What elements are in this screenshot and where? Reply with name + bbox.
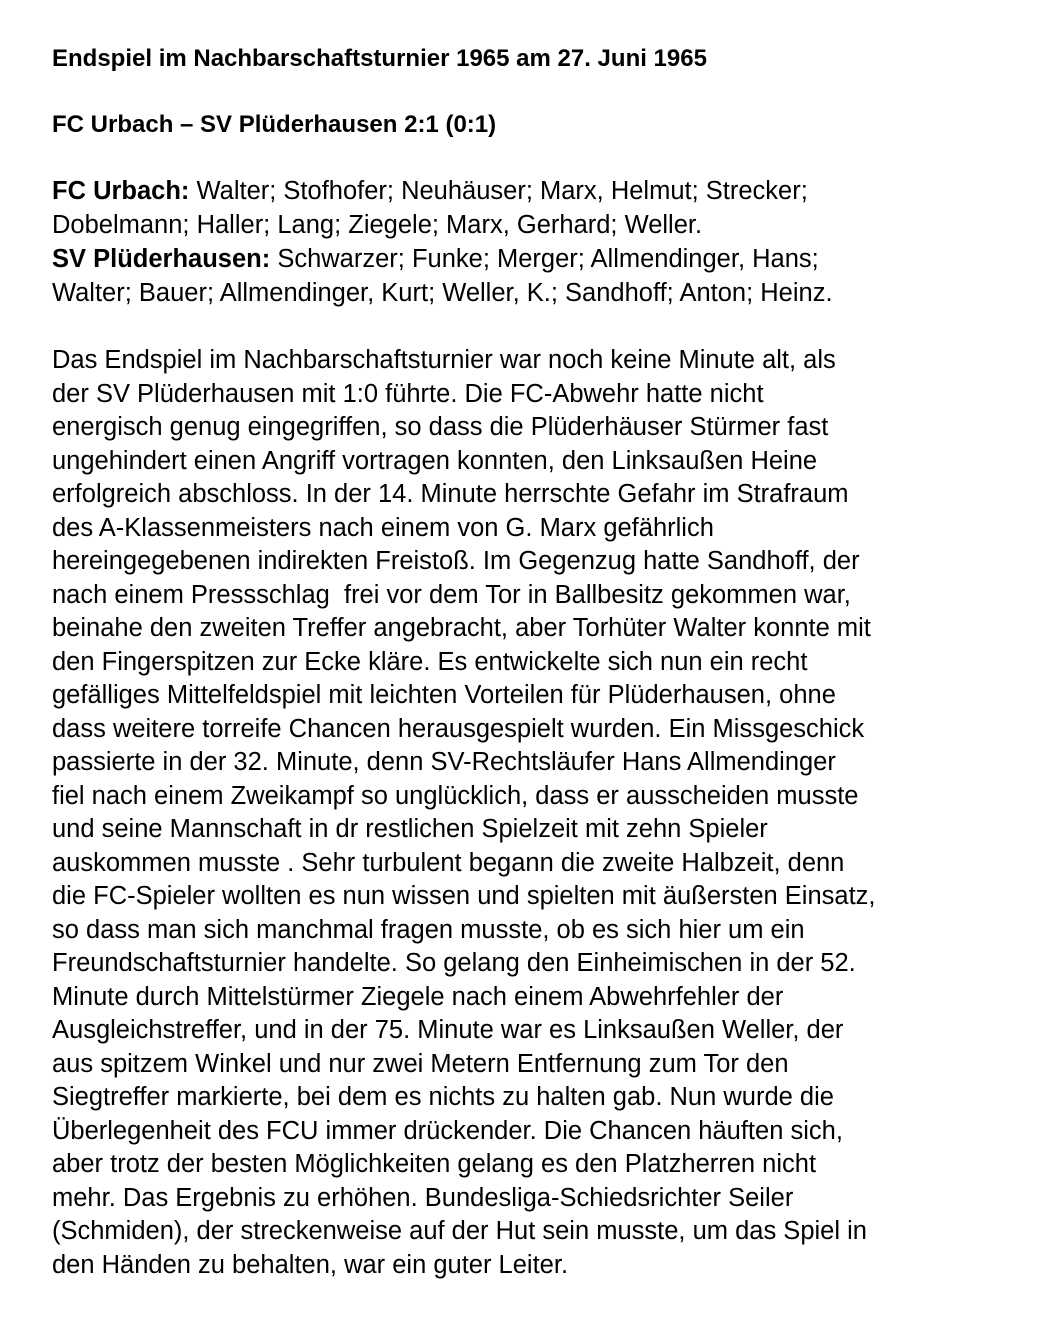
report-line: Minute durch Mittelstürmer Ziegele nach einem Abwehrfehler der <box>52 982 784 1011</box>
report-line: auskommen musste . Sehr turbulent begann die zweite Halbzeit, denn <box>52 848 845 877</box>
report-line: den Fingerspitzen zur Ecke kläre. Es entwickelte sich nun ein recht <box>52 647 808 676</box>
report-line: Überlegenheit des FCU immer drückender. Die Chancen häuften sich, <box>52 1116 843 1145</box>
document-title: Endspiel im Nachbarschaftsturnier 1965 am 27. Juni 1965 <box>52 45 707 72</box>
report-line: nach einem Pressschlag frei vor dem Tor in Ballbesitz gekommen war, <box>52 580 851 609</box>
team-lineups <box>52 174 1012 310</box>
report-line: Freundschaftsturnier handelte. So gelang den Einheimischen in der 52. <box>52 949 856 977</box>
report-line: Das Endspiel im Nachbarschaftsturnier war noch keine Minute alt, als <box>52 346 836 374</box>
report-line: Ausgleichstreffer, und in der 75. Minute war es Linksaußen Weller, der <box>52 1016 844 1044</box>
report-line: erfolgreich abschloss. In der 14. Minute herrschte Gefahr im Strafraum <box>52 480 849 508</box>
away-players: Schwarzer; Funke; Merger; Allmendinger, Hans; <box>270 245 819 273</box>
away-lineup-line <box>52 242 1012 276</box>
spacer <box>52 76 1012 108</box>
report-line: aber trotz der besten Möglichkeiten gelang es den Platzherren nicht <box>52 1150 817 1178</box>
report-line: energisch genug eingegriffen, so dass die Plüderhäuser Stürmer fast <box>52 413 829 441</box>
match-result: FC Urbach – SV Plüderhausen 2:1 (0:1) <box>52 111 497 138</box>
report-line: (Schmiden), der streckenweise auf der Hut sein musste, um das Spiel in <box>52 1217 867 1245</box>
report-line: Siegtreffer markierte, bei dem es nichts zu halten gab. Nun wurde die <box>52 1083 834 1111</box>
report-line: fiel nach einem Zweikampf so unglücklich, dass er ausscheiden musste <box>52 781 859 810</box>
home-team-name: FC Urbach: <box>52 177 190 205</box>
report-line: aus spitzem Winkel und nur zwei Metern Entfernung zum Tor den <box>52 1049 789 1078</box>
report-line: passierte in der 32. Minute, denn SV-Rechtsläufer Hans Allmendinger <box>52 748 836 776</box>
report-line: ungehindert einen Angriff vortragen konnten, den Linksaußen Heine <box>52 446 818 475</box>
report-line: der SV Plüderhausen mit 1:0 führte. Die FC-Abwehr hatte nicht <box>52 379 764 408</box>
home-lineup-line <box>52 174 1012 208</box>
home-lineup-line: Dobelmann; Haller; Lang; Ziegele; Marx, Gerhard; Weller. <box>52 211 703 239</box>
spacer <box>52 142 1012 174</box>
home-players: Walter; Stofhofer; Neuhäuser; Marx, Helmut; Strecker; <box>189 177 808 205</box>
report-line: hereingegebenen indirekten Freistoß. Im Gegenzug hatte Sandhoff, der <box>52 547 860 575</box>
report-line: gefälliges Mittelfeldspiel mit leichten Vorteilen für Plüderhausen, ohne <box>52 681 836 709</box>
spacer <box>52 310 1012 344</box>
document-page <box>52 42 1012 1282</box>
report-line: dass weitere torreife Chancen herausgespielt wurden. Ein Missgeschick <box>52 714 865 743</box>
report-line: den Händen zu behalten, war ein guter Leiter. <box>52 1250 569 1279</box>
away-team-name: SV Plüderhausen: <box>52 245 271 273</box>
report-line: die FC-Spieler wollten es nun wissen und spielten mit äußersten Einsatz, <box>52 882 876 910</box>
report-line: so dass man sich manchmal fragen musste, ob es sich hier um ein <box>52 915 805 944</box>
report-line: beinahe den zweiten Treffer angebracht, aber Torhüter Walter konnte mit <box>52 614 871 642</box>
report-line: des A-Klassenmeisters nach einem von G. Marx gefährlich <box>52 513 714 542</box>
report-line: mehr. Das Ergebnis zu erhöhen. Bundesliga-Schiedsrichter Seiler <box>52 1183 794 1212</box>
report-line: und seine Mannschaft in dr restlichen Spielzeit mit zehn Spieler <box>52 815 768 843</box>
match-report <box>52 344 1012 1282</box>
away-lineup-line: Walter; Bauer; Allmendinger, Kurt; Weller, K.; Sandhoff; Anton; Heinz. <box>52 279 833 307</box>
